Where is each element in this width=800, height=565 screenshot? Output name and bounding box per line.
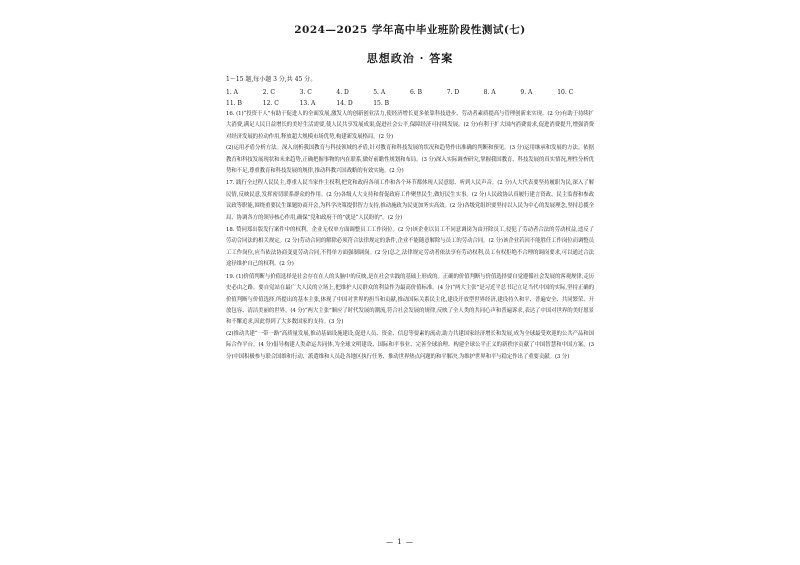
question-19-answer — [226, 272, 594, 363]
answer-item: 6. B — [409, 89, 423, 96]
page-title: 2024—2025 学年高中毕业班阶段性测试(七) — [294, 24, 526, 36]
answer-item: 2. C — [262, 89, 276, 96]
answer-item: 10. C — [557, 89, 574, 96]
answer-item: 15. B — [373, 100, 390, 107]
answer-item: 1. A — [226, 89, 238, 96]
question-18-answer — [226, 225, 594, 271]
answer-item: 13. A — [299, 100, 316, 107]
answer-item: 12. C — [262, 100, 279, 107]
answer-paragraph: 18. 赞同郑出版发行案件中的权利。企业无权单方面调整员工工作岗位。(2 分)该企业以员工不同意调岗为由开除员工,侵犯了劳动者合法的劳动权益,违反了劳动合同法的相关规定。(2 分)劳动合同的解除必须符合法律规定的条件,企业不能随意解除与员工的劳动合同。(2 分)该企业若因不能胜任工作岗位而调整员工工作岗位,应当依法协商变更劳动合同,不得单方面强制调岗。(2 分)总之,法律规定劳动者依法享有劳动权利,员工有权拒绝不合理的调岗要求,可以通过合法途径维护自己的权利。(2 分) — [226, 227, 594, 268]
question-16-answer — [226, 109, 594, 177]
answer-item: 4. D — [336, 89, 349, 96]
answer-item: 14. D — [336, 100, 353, 107]
answer-paragraph: (2)运用矛盾分析方法。深入剖析我国教育与科技领域的矛盾,针对教育和科技发展的状况和趋势作出准确的判断和预见。(3 分)运用继承和发展的方法。依据教育和科技发展现状和未来趋势,正确把握事物的内在联系,做好前瞻性规划和布局。(3 分)深入实际调查研究,掌握我国教育、科技发展的真实情况,理性分析优势和不足,尊重教育和科技发展的规律,推动科教兴国战略的有效实施。(2 分) — [226, 145, 594, 175]
answer-item: 3. C — [299, 89, 312, 96]
answer-item: 8. A — [483, 89, 496, 96]
answer-paragraph: 16. (1)“投资于人”有助于促进人的全面发展,激发人的创新创业活力,使经济增长更多依靠科技进步、劳动者素质提高与管理创新来实现。(2 分)有助于持续扩大消费,满足人民日益增长的美好生活需要,使人民共享发展成果,促进社会公平,保障经济可持续发展。(2 分)有利于扩大国内消费需求,促进消费提升,增强消费对经济发展的拉动作用,释放超大规模市场优势,构建新发展格局。(2 分) — [226, 111, 594, 140]
answer-row — [226, 87, 594, 98]
answer-paragraph: 19. (1)价值判断与价值选择是社会存在在人的头脑中的反映,是在社会实践的基础上形成的。正确的价值判断与价值选择要自觉遵循社会发展的客观规律,走历史必由之路。要自觉站在最广大人民的立场上,把维护人民群众的利益作为最高价值标准。(4 分)“两大主张”是习近平总书记立足当代中国的实际,坚持正确的价值判断与价值选择,所提出的基本主张,体现了中国对世界的担当和贡献,推动国际关系民主化,建设开放型世界经济,建设持久和平、普遍安全、共同繁荣、开放包容、清洁美丽的世界。(4 分)“两大主张”顺应了时代发展的潮流,符合社会发展的规律,反映了全人类的共同心声和普遍诉求,表达了中国对世界的美好愿景和不懈追求,因此得到了大多数国家的支持。(3 分) — [226, 273, 594, 326]
answer-item: 7. D — [446, 89, 460, 96]
answer-row — [226, 98, 594, 109]
answer-item: 11. B — [226, 100, 242, 107]
answer-paragraph: 17. 践行全过程人民民主,尊重人民当家作主权利,把党和政府各项工作和各个环节都体现人民意愿、听到人民声音。(2 分)人大代表要坚持履职为民,深入了解民情,反映民意,发挥密切联系群众的作用。(2 分)各级人大支持和督促政府工作聚焦民生,做好民生实事。(2 分)人民政协认真履行建言资政、民主监督和参政议政等职能,围绕重要民生课题协商开会,为科学决策提供智力支持,推动施政为民更加务实高效。(2 分)各级党组织要坚持以人民为中心的发展理念,坚持总揽全局、协调各方的领导核心作用,确保“党和政府干的”就是“人民盼的”。(2 分) — [226, 180, 594, 221]
choice-answers — [226, 87, 594, 109]
answer-paragraph: (2)推动共建“一带一路”高质量发展,推动基础设施建设,促进人员、资金、信息等要素的流动,助力共建国家经济增长和发展,成为全球最受欢迎的公共产品和国际合作平台。(4 分)倡导构建人类命运共同体,为全球文明建设、国际和平事业、完善全球治理、构建全球公平正义的新秩序贡献了中国智慧和中国方案。(3 分)中国积极参与联合国维和行动、派遣维和人员赴各地区执行任务、推动世界热点问题的和平解决,为维护世界和平与稳定作出了重要贡献。(3 分) — [226, 330, 594, 360]
page-number: — 1 — — [386, 538, 414, 546]
page-subtitle: 思想政治 · 答案 — [366, 52, 454, 65]
question-17-answer — [226, 178, 594, 224]
answer-item: 9. A — [520, 89, 533, 96]
section-intro: 1～15 题,每小题 3 分,共 45 分。 — [226, 76, 317, 83]
answer-item: 5. A — [373, 89, 386, 96]
